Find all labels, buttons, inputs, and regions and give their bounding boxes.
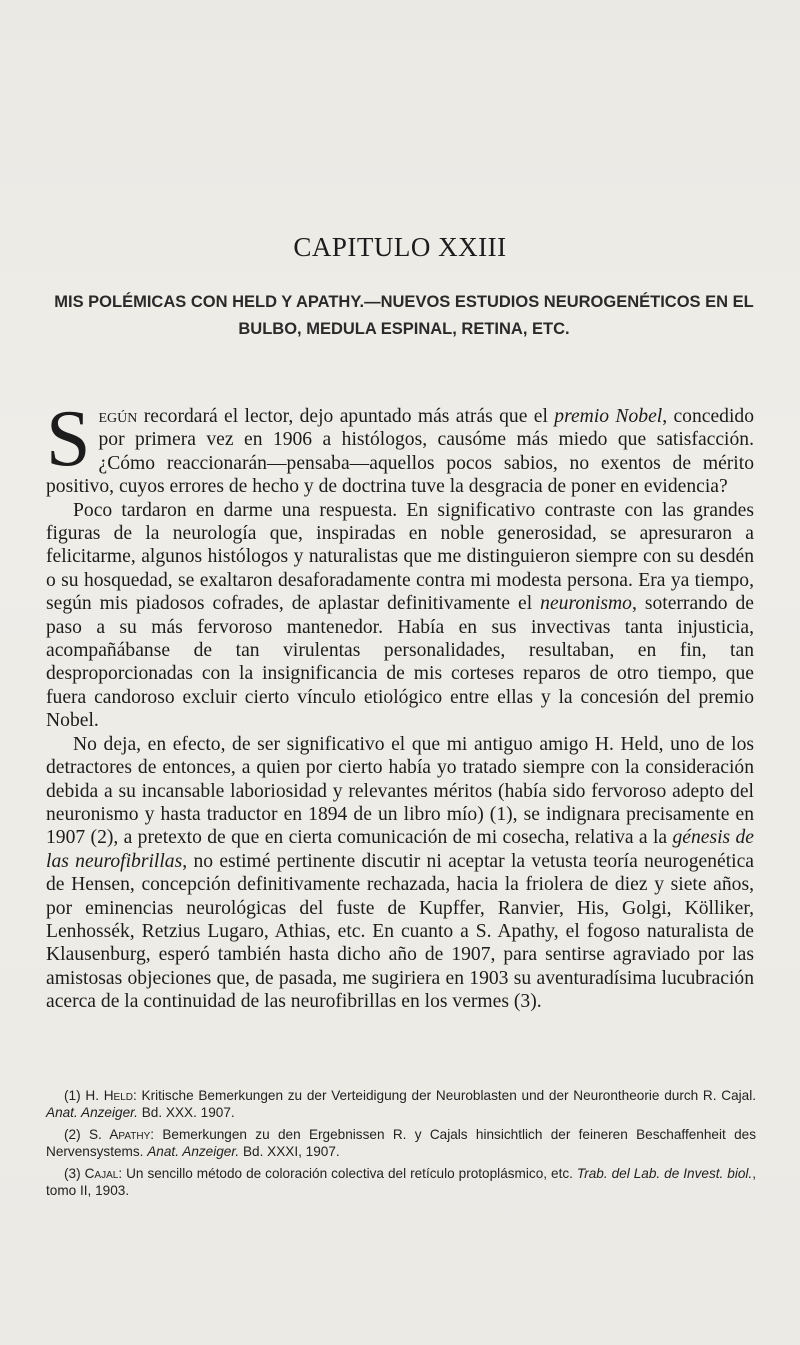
- paragraph-text: recordará el lector, dejo apuntado más atrás que el: [137, 406, 555, 427]
- footnote-text: Un sencillo método de coloración colectiva del retículo protoplásmico, etc.: [122, 1165, 577, 1181]
- paragraph-text: No deja, en efecto, de ser significativo el que mi antiguo amigo H. Held, uno de los detractores de entonces, a quien por cierto había yo tratado siempre con la consideración debida a su incansable laboriosidad y relevantes méritos (había sido fervoroso adepto del neuronismo y hasta traductor en 1894 de un libro mío) (1), se indignara precisamente en 1907 (2), a pretexto de que en cierta comunicación de mi cosecha, relativa a la: [46, 733, 754, 849]
- footnote-2: [46, 1126, 756, 1161]
- paragraph-text: , no estimé pertinente discutir ni aceptar la vetusta teoría neurogenética de Hensen, concepción definitivamente rechazada, hacia la friolera de diez y siete años, por eminencias neurológicas del fuste de Kupffer, Ranvier, His, Golgi, Kölliker, Lenhossék, Retzius Lugaro, Athias, etc. En cuanto a S. Apathy, el fogoso naturalista de Klausenburg, esperó también hasta dicho año de 1907, para sentirse agraviado por las amistosas objeciones que, de pasada, me sugiriera en 1903 su aventuradísima lucubración acerca de la continuidad de las neurofibrillas en los vermes (3).: [46, 850, 755, 1013]
- footnote-mark: (2): [64, 1126, 81, 1142]
- footnote-mark: (3): [64, 1165, 81, 1181]
- paragraph-1: [46, 395, 755, 499]
- chapter-title: CAPITULO XXIII: [293, 232, 507, 262]
- paragraph-2: [46, 499, 754, 733]
- paragraph-text: , soterrando de paso a su más fervoroso mantenedor. Había en sus invectivas tanta injusticia, acompañábanse de tan virulentas personalidades, resultaban, en fin, tan desproporcionadas con la insignificancia de mis corteses reparos de otro tiempo, que fuera candoroso excluir cierto vínculo etiológico entre ellas y la concesión del premio Nobel.: [46, 593, 755, 732]
- drop-cap: S: [46, 395, 91, 483]
- paragraph-text: Poco tardaron en darme una respuesta. En significativo contraste con las grandes figuras de la neurología que, inspiradas en noble generosidad, se apresuraron a felicitarme, algunos histólogos y naturalistas que me distinguieron siempre con su desdén o su hosquedad, se exaltaron desaforadamente contra mi modesta persona. Era ya tiempo, según mis piadosos cofrades, de aplastar definitivamente el: [46, 499, 754, 615]
- footnote-ref: Bd. XXXI, 1907.: [239, 1144, 340, 1160]
- emphasis-neuronismo: neuronismo: [540, 593, 632, 615]
- emphasis-premio-nobel: premio Nobel: [554, 406, 663, 427]
- footnote-author: Cajal:: [84, 1165, 123, 1181]
- footnote-author: H. Held:: [85, 1088, 137, 1103]
- footnotes: [46, 1087, 756, 1203]
- footnote-journal: Anat. Anzeiger.: [147, 1144, 240, 1160]
- footnote-ref: , tomo II, 1903.: [46, 1165, 756, 1199]
- paragraph-text: , concedido por primera vez en 1906 a histólogos, causóme más miedo que satisfacción. ¿Cómo reaccionarán—pensaba—aquellos pocos sabios, no exentos de mérito positivo, cuyos errores de hecho y de doctrina tuve la desgracia de poner en evidencia?: [46, 406, 755, 498]
- footnote-author: S. Apathy:: [88, 1126, 155, 1142]
- footnote-text: Kritische Bemerkungen zu der Verteidigung der Neuroblasten und der Neurontheorie durch R. Cajal.: [136, 1088, 757, 1103]
- footnote-mark: (1): [64, 1088, 81, 1103]
- footnote-3: [46, 1165, 756, 1200]
- chapter-subtitle: MIS POLÉMICAS CON HELD Y APATHY.—NUEVOS ESTUDIOS NEUROGENÉTICOS EN EL BULBO, MEDULA ESPINAL, RETINA, ETC.: [54, 293, 754, 338]
- lead-word: egún: [98, 406, 138, 427]
- footnote-ref: Bd. XXX. 1907.: [137, 1105, 235, 1121]
- footnote-journal: Trab. del Lab. de Invest. biol.: [576, 1165, 753, 1181]
- chapter-body: [46, 395, 755, 1014]
- paragraph-3: [46, 733, 754, 1014]
- footnote-journal: Anat. Anzeiger.: [46, 1105, 138, 1121]
- footnote-1: [46, 1087, 756, 1122]
- emphasis-genesis: génesis de las neurofibrillas: [46, 827, 754, 872]
- footnote-text: Bemerkungen zu den Ergebnissen R. y Cajals hinsichtlich der feineren Beschaffenheit des Nervensystems.: [46, 1126, 757, 1160]
